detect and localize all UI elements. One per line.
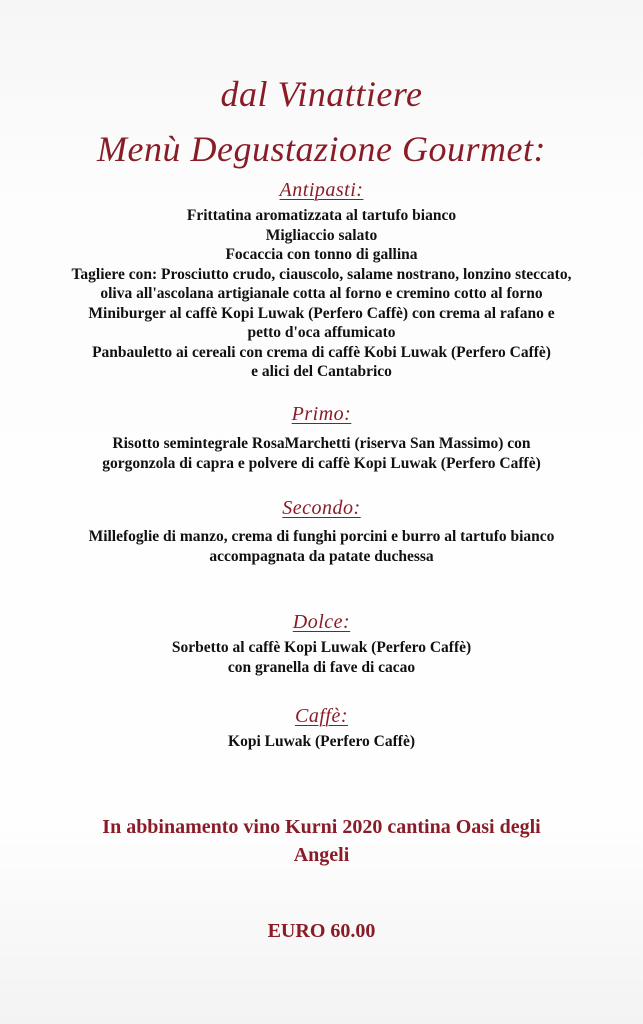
- secondo-heading: Secondo:: [282, 497, 361, 519]
- caffe-heading: Caffè:: [295, 705, 348, 727]
- antipasti-item: Frittatina aromatizzata al tartufo bianco: [186, 207, 457, 224]
- antipasti-heading: Antipasti:: [279, 179, 364, 201]
- primo-heading: Primo:: [291, 403, 352, 425]
- menu-title: Menù Degustazione Gourmet:: [97, 129, 546, 169]
- antipasti-item: Focaccia con tonno di gallina: [225, 246, 418, 263]
- antipasti-item: Panbauletto ai cereali con crema di caffè Kobi Luwak (Perfero Caffè): [92, 343, 551, 361]
- restaurant-title: dal Vinattiere: [220, 74, 423, 114]
- primo-item: gorgonzola di capra e polvere di caffè Kopi Luwak (Perfero Caffè): [102, 454, 541, 472]
- wine-pairing-line: In abbinamento vino Kurni 2020 cantina Oasi degli: [102, 816, 541, 838]
- wine-pairing: [0, 813, 643, 869]
- secondo-item: accompagnata da patate duchessa: [209, 547, 434, 565]
- primo-list: [0, 434, 643, 473]
- dolce-item: con granella di fave di cacao: [227, 658, 416, 676]
- antipasti-item: Tagliere con: Prosciutto crudo, ciauscolo, salame nostrano, lonzino steccato,: [71, 265, 572, 283]
- dolce-heading: Dolce:: [292, 611, 351, 633]
- primo-item: Risotto semintegrale RosaMarchetti (riserva San Massimo) con: [112, 435, 531, 452]
- antipasti-item: Miniburger al caffè Kopi Luwak (Perfero Caffè) con crema al rafano e: [88, 304, 555, 322]
- wine-pairing-line: Angeli: [293, 844, 350, 866]
- dolce-item: Sorbetto al caffè Kopi Luwak (Perfero Caffè): [171, 639, 472, 656]
- antipasti-item: oliva all'ascolana artigianale cotta al forno e cremino cotto al forno: [100, 285, 543, 302]
- antipasti-item: petto d'oca affumicato: [247, 324, 396, 341]
- antipasti-item: e alici del Cantabrico: [251, 363, 392, 380]
- antipasti-list: [0, 206, 643, 382]
- price: EURO 60.00: [267, 920, 376, 942]
- secondo-list: [0, 527, 643, 566]
- antipasti-item: Migliaccio salato: [265, 226, 378, 244]
- caffe-list: [0, 732, 643, 752]
- secondo-item: Millefoglie di manzo, crema di funghi porcini e burro al tartufo bianco: [88, 528, 555, 545]
- dolce-list: [0, 638, 643, 677]
- caffe-item: Kopi Luwak (Perfero Caffè): [228, 733, 415, 750]
